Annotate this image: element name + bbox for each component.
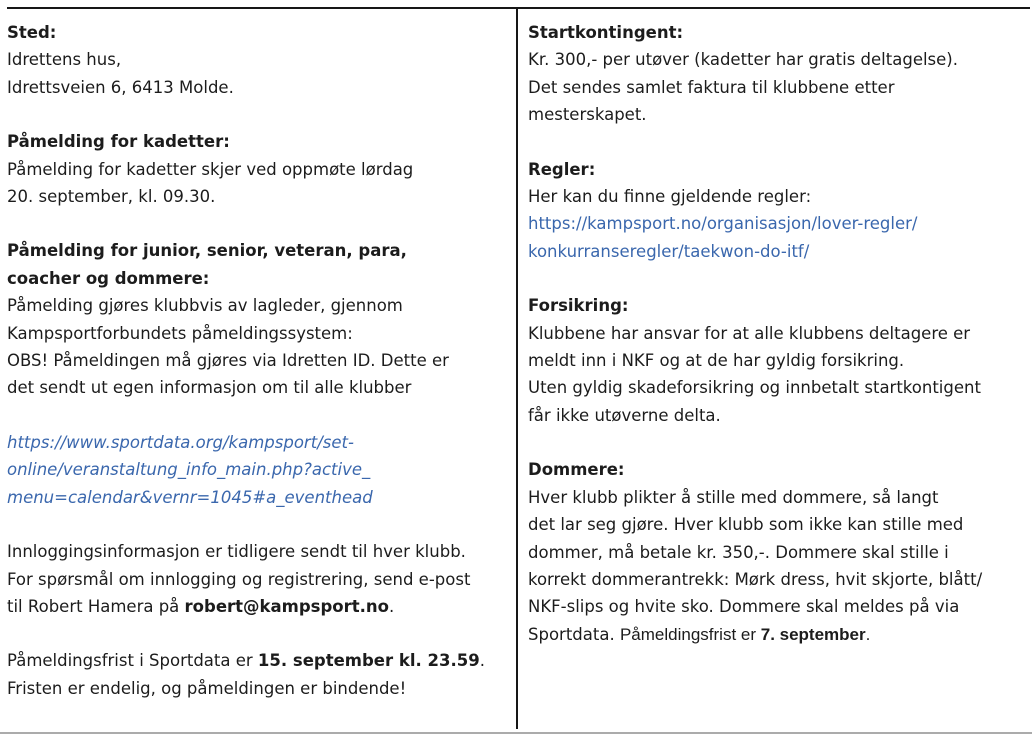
text-line: NKF-slips og hvite sko. Dommere skal meldes på via: [528, 597, 960, 617]
text-line: Kr. 300,- per utøver (kadetter har gratis deltagelse).: [528, 50, 958, 70]
text-line: Idrettsveien 6, 6413 Molde.: [7, 77, 234, 97]
link-line[interactable]: konkurranseregler/taekwon-do-itf/: [528, 241, 810, 261]
section-forsikring: [528, 292, 1025, 429]
text-line: Innloggingsinformasjon er tidligere sendt til hver klubb.: [7, 542, 466, 562]
right-column: [528, 19, 1025, 675]
text-line: Hver klubb plikter å stille med dommere, så langt: [528, 487, 939, 507]
left-column: [7, 19, 509, 729]
referee-deadline-date: 7. september: [760, 624, 866, 644]
text-line: Klubbene har ansvar for at alle klubbens deltagere er: [528, 323, 971, 343]
deadline-date: 15. september kl. 23.59: [257, 651, 480, 671]
text-run: .: [479, 651, 485, 671]
text-run: Sportdata.: [528, 624, 620, 644]
text-line: Påmelding gjøres klubbvis av lagleder, gjennom: [7, 296, 403, 316]
section-dommere: [528, 456, 1025, 648]
section-regler: [528, 156, 1025, 266]
text-line: får ikke utøverne delta.: [528, 405, 721, 425]
text-line: Fristen er endelig, og påmeldingen er bindende!: [7, 678, 407, 698]
text-line: [528, 621, 1025, 648]
page-bottom-rule: [0, 732, 1032, 734]
section-sted: [7, 19, 509, 101]
section-heading: Startkontingent:: [528, 23, 684, 42]
text-line: Uten gyldig skadeforsikring og innbetalt startkontigent: [528, 378, 981, 398]
text-line: Påmelding for kadetter skjer ved oppmøte lørdag: [7, 159, 414, 179]
section-heading: Dommere:: [528, 460, 625, 480]
section-innlogging: [7, 538, 509, 620]
section-pamelding-kadetter: [7, 128, 509, 210]
section-heading: Sted:: [7, 23, 57, 42]
email-address: robert@kampsport.no: [184, 596, 390, 616]
section-pamelding-junior: [7, 237, 509, 401]
link-line[interactable]: online/veranstaltung_info_main.php?active_: [7, 460, 371, 480]
top-border-rule: [7, 7, 1030, 9]
rules-link[interactable]: [528, 210, 1025, 265]
text-run: Påmeldingsfrist i Sportdata er: [7, 651, 258, 671]
text-run: til Robert Hamera på: [7, 596, 185, 616]
link-line[interactable]: https://www.sportdata.org/kampsport/set-: [7, 432, 354, 452]
text-line: Det sendes samlet faktura til klubbene etter: [528, 77, 895, 97]
text-line: meldt inn i NKF og at de har gyldig forsikring.: [528, 351, 905, 371]
text-line: Kampsportforbundets påmeldingssystem:: [7, 323, 353, 343]
text-line: For spørsmål om innlogging og registrering, send e-post: [7, 569, 471, 589]
section-heading: Forsikring:: [528, 296, 629, 316]
text-run: Påmeldingsfrist er: [619, 624, 761, 644]
section-startkontingent: [528, 19, 1025, 129]
text-line: OBS! Påmeldingen må gjøres via Idretten ID. Dette er: [7, 351, 449, 371]
section-heading: coacher og dommere:: [7, 268, 210, 288]
section-heading: Regler:: [528, 159, 596, 179]
column-divider-rule: [516, 8, 518, 729]
text-line: Idrettens hus,: [7, 50, 122, 70]
link-line[interactable]: https://kampsport.no/organisasjon/lover-regler/: [528, 214, 918, 234]
text-line: dommer, må betale kr. 350,-. Dommere skal stille i: [528, 542, 949, 562]
text-line: [7, 647, 509, 674]
link-line[interactable]: menu=calendar&vernr=1045#a_eventhead: [7, 487, 373, 507]
text-line: Her kan du finne gjeldende regler:: [528, 187, 812, 207]
section-sportdata-url: [7, 429, 509, 511]
text-line: [7, 593, 509, 620]
text-line: mesterskapet.: [528, 105, 647, 125]
text-run: .: [389, 596, 395, 616]
section-pameldingsfrist: [7, 647, 509, 702]
text-line: det sendt ut egen informasjon om til alle klubber: [7, 378, 412, 398]
section-heading: Påmelding for kadetter:: [7, 132, 230, 152]
text-line: korrekt dommerantrekk: Mørk dress, hvit skjorte, blått/: [528, 569, 983, 589]
text-line: 20. september, kl. 09.30.: [7, 187, 216, 207]
text-run: .: [865, 624, 871, 644]
text-line: det lar seg gjøre. Hver klubb som ikke kan stille med: [528, 515, 964, 535]
section-heading: Påmelding for junior, senior, veteran, para,: [7, 241, 407, 261]
sportdata-registration-link[interactable]: [7, 429, 509, 511]
